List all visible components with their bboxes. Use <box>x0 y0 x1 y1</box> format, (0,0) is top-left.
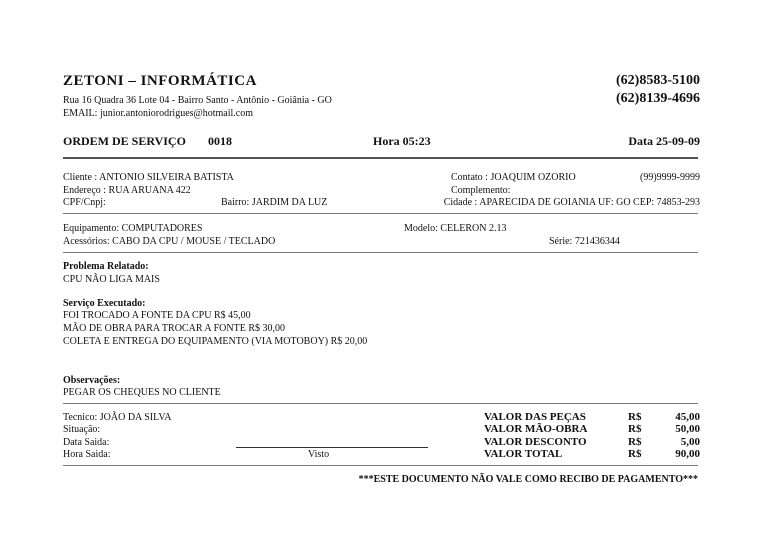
total-value: 45,00 <box>675 411 700 423</box>
order-number: 0018 <box>208 134 232 148</box>
company-name: ZETONI – INFORMÁTICA <box>63 73 257 89</box>
total-label: VALOR MÃO-OBRA <box>484 423 588 435</box>
client-cpf: CPF/Cnpj: <box>63 197 106 208</box>
total-currency: R$ <box>628 411 642 423</box>
total-value: 50,00 <box>675 423 700 435</box>
status-label: Situação: <box>63 424 101 435</box>
company-phone-1: (62)8583-5100 <box>616 73 700 88</box>
signature-line <box>236 447 428 448</box>
equipment-type: Equipamento: COMPUTADORES <box>63 223 203 234</box>
total-value: 90,00 <box>675 448 700 460</box>
total-currency: R$ <box>628 423 642 435</box>
order-label: ORDEM DE SERVIÇO <box>63 134 186 148</box>
client-complement: Complemento: <box>451 185 511 196</box>
tech-name: Tecnico: JOÃO DA SILVA <box>63 412 172 423</box>
client-city: Cidade : APARECIDA DE GOIANIA UF: GO CEP: 74853-293 <box>443 197 700 208</box>
notes-text: PEGAR OS CHEQUES NO CLIENTE <box>63 387 221 398</box>
client-contact: Contato : JOAQUIM OZORIO <box>451 172 576 183</box>
order-date: Data 25-09-09 <box>628 134 700 148</box>
disclaimer: ***ESTE DOCUMENTO NÃO VALE COMO RECIBO DE PAGAMENTO*** <box>358 474 698 485</box>
total-label: VALOR DAS PEÇAS <box>484 411 586 423</box>
client-name: Cliente : ANTONIO SILVEIRA BATISTA <box>63 172 234 183</box>
visto-label: Visto <box>308 449 330 460</box>
company-address: Rua 16 Quadra 36 Lote 04 - Bairro Santo - Antônio - Goiânia - GO <box>63 95 332 106</box>
client-phone: (99)9999-9999 <box>640 172 700 183</box>
exit-time-label: Hora Saida: <box>63 449 111 460</box>
service-title: Serviço Executado: <box>63 298 146 309</box>
divider <box>63 252 698 253</box>
client-address: Endereço : RUA ARUANA 422 <box>63 185 191 196</box>
exit-date-label: Data Saida: <box>63 437 110 448</box>
company-phone-2: (62)8139-4696 <box>616 91 700 106</box>
company-email: EMAIL: junior.antoniorodrigues@hotmail.com <box>63 108 254 119</box>
notes-title: Observações: <box>63 375 121 386</box>
divider <box>63 403 698 404</box>
problem-text: CPU NÃO LIGA MAIS <box>63 274 160 285</box>
total-currency: R$ <box>628 448 642 460</box>
total-currency: R$ <box>628 436 642 448</box>
equipment-model: Modelo: CELERON 2.13 <box>404 223 507 234</box>
divider <box>63 213 698 214</box>
total-label: VALOR TOTAL <box>484 448 563 460</box>
problem-title: Problema Relatado: <box>63 261 149 272</box>
service-line: COLETA E ENTREGA DO EQUIPAMENTO (VIA MOTOBOY) R$ 20,00 <box>63 336 368 347</box>
service-line: MÃO DE OBRA PARA TROCAR A FONTE R$ 30,00 <box>63 323 285 334</box>
order-time: Hora 05:23 <box>373 134 431 148</box>
total-label: VALOR DESCONTO <box>484 436 587 448</box>
divider <box>63 157 698 159</box>
equipment-accessories: Acessórios: CABO DA CPU / MOUSE / TECLADO <box>63 236 276 247</box>
total-value: 5,00 <box>680 436 700 448</box>
service-line: FOI TROCADO A FONTE DA CPU R$ 45,00 <box>63 310 251 321</box>
equipment-serial: Série: 721436344 <box>549 236 620 247</box>
divider <box>63 465 698 466</box>
client-bairro: Bairro: JARDIM DA LUZ <box>221 197 328 208</box>
